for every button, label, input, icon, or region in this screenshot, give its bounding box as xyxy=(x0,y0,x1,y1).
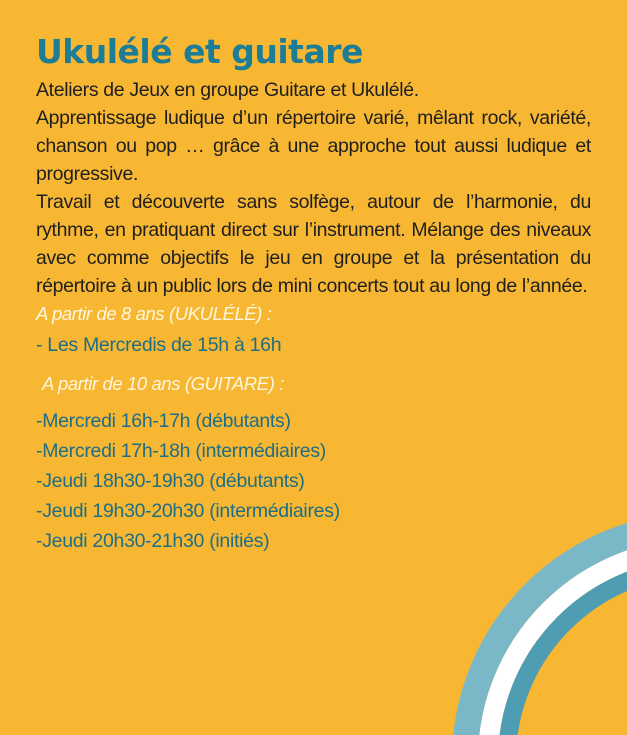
guitare-schedule xyxy=(36,406,591,556)
schedule-item: -Mercredi 17h-18h (intermédiaires) xyxy=(36,440,326,462)
schedule-item: -Jeudi 18h30-19h30 (débutants) xyxy=(36,470,305,492)
content xyxy=(36,30,591,556)
guitare-age-label: A partir de 10 ans (GUITARE) : xyxy=(42,373,284,394)
schedule-item: -Jeudi 19h30-20h30 (intermédiaires) xyxy=(36,500,340,522)
method-paragraph: Travail et découverte sans solfège, autour de l’harmonie, du rythme, en pratiquant direct sur l’instrument. Mélange des niveaux avec comme objectifs le jeu en groupe et la présentation du répertoire à un public lors de mini concerts tout au long de l’année. xyxy=(36,191,591,297)
schedule-item: -Jeudi 20h30-21h30 (initiés) xyxy=(36,530,270,552)
arc-inner xyxy=(507,567,627,735)
schedule-item: - Les Mercredis de 15h à 16h xyxy=(36,334,282,356)
ukulele-schedule xyxy=(36,330,591,360)
arc-white xyxy=(488,548,627,735)
arc-outer xyxy=(465,525,627,735)
intro-paragraph: Ateliers de Jeux en groupe Guitare et Ukulélé. xyxy=(36,79,419,101)
learning-paragraph: Apprentissage ludique d’un répertoire varié, mêlant rock, variété, chanson ou pop … grâce à une approche tout aussi ludique et progressive. xyxy=(36,107,591,185)
page-title: Ukulélé et guitare xyxy=(36,32,363,71)
ukulele-age-label: A partir de 8 ans (UKULÉLÉ) : xyxy=(36,303,272,324)
schedule-item: -Mercredi 16h-17h (débutants) xyxy=(36,410,291,432)
